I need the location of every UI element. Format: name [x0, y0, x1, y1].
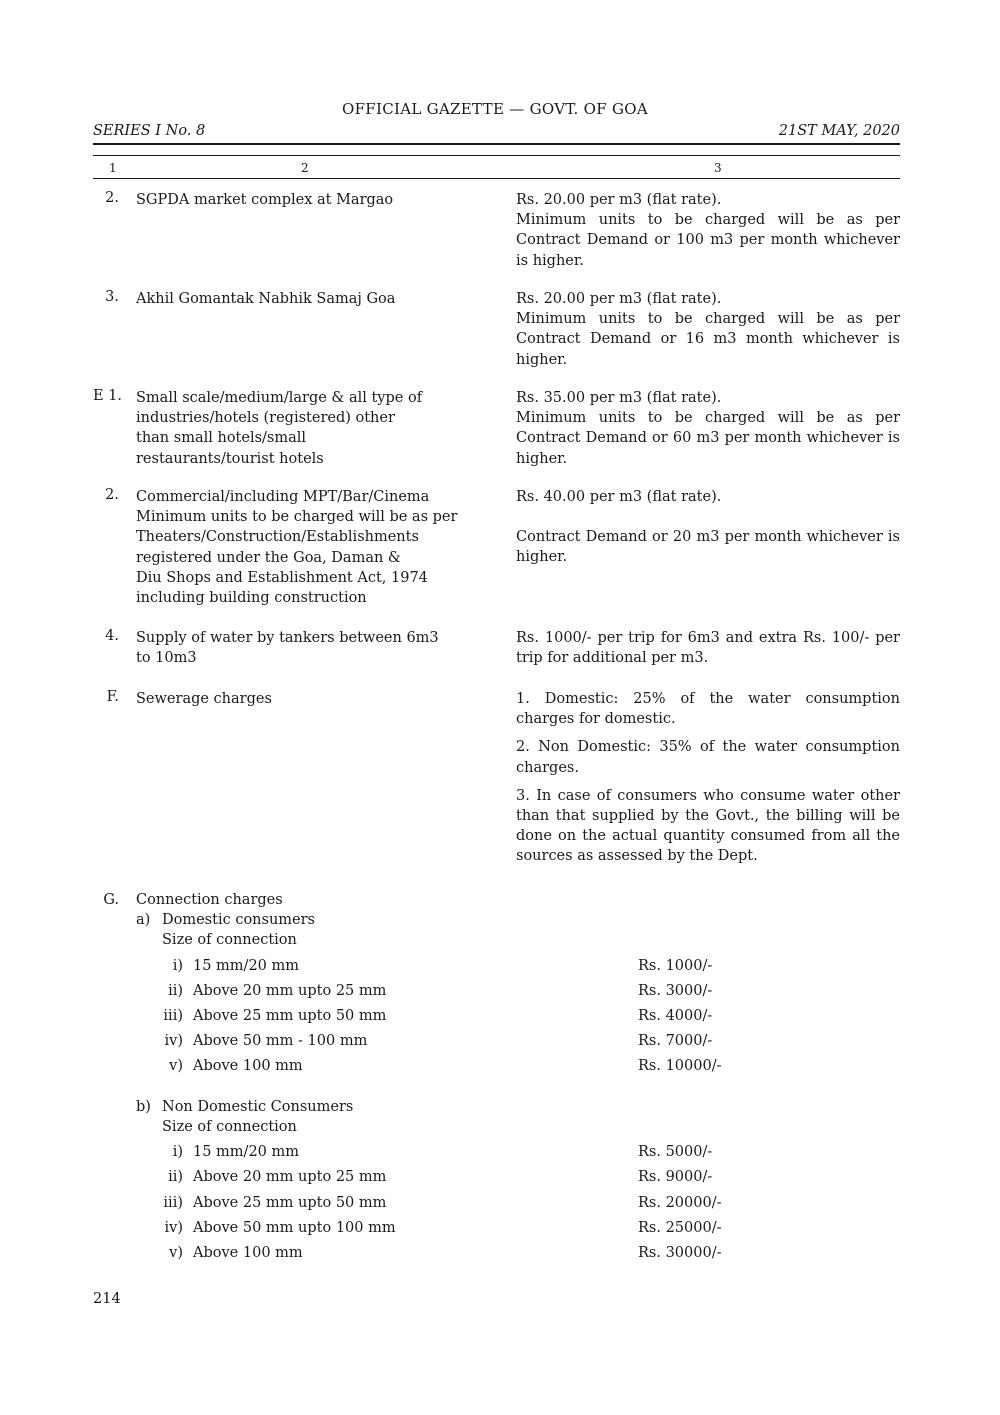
list-item-amount: Rs. 3000/-: [638, 983, 713, 999]
row-rate: Rs. 20.00 per m3 (flat rate). Minimum units to be charged will be as per Contract Demand or 100 m3 per month whichever is higher.: [516, 192, 900, 269]
row-description: Sewerage charges: [136, 691, 272, 707]
row-rate: Rs. 20.00 per m3 (flat rate). Minimum units to be charged will be as per Contract Demand or 16 m3 month whichever is higher.: [516, 291, 900, 368]
row-description: SGPDA market complex at Margao: [136, 192, 394, 208]
list-item-mark: ii): [168, 983, 183, 999]
list-item-size: 15 mm/20 mm: [193, 958, 300, 974]
list-item-size: Above 100 mm: [193, 1245, 303, 1261]
row-number: F.: [106, 689, 119, 705]
list-item-amount: Rs. 4000/-: [638, 1008, 713, 1024]
list-item-amount: Rs. 25000/-: [638, 1220, 722, 1236]
row-rate: Rs. 40.00 per m3 (flat rate). Contract Demand or 20 m3 per month whichever is higher.: [516, 489, 900, 566]
list-item-size: Above 20 mm upto 25 mm: [193, 1169, 387, 1185]
column-heading-3: 3: [714, 161, 722, 175]
list-item-amount: Rs. 30000/-: [638, 1245, 722, 1261]
row-description: Commercial/including MPT/Bar/Cinema Minimum units to be charged will be as per Theaters/Construction/Establishments registered under the Goa, Daman & Diu Shops and Establishment Act, 1974 including building construction: [136, 489, 458, 607]
row-number: G.: [103, 892, 119, 908]
column-heading-1: 1: [109, 161, 117, 175]
list-item-size: Above 25 mm upto 50 mm: [193, 1008, 387, 1024]
list-item-size: Above 100 mm: [193, 1058, 303, 1074]
group-subtitle: Size of connection: [162, 932, 297, 948]
list-item-amount: Rs. 9000/-: [638, 1169, 713, 1185]
list-item-amount: Rs. 20000/-: [638, 1195, 722, 1211]
row-rate: Rs. 1000/- per trip for 6m3 and extra Rs. 100/- per trip for additional per m3.: [516, 630, 900, 667]
group-title: Non Domestic Consumers: [162, 1099, 354, 1115]
list-item-mark: ii): [168, 1169, 183, 1185]
group-title: Domestic consumers: [162, 912, 315, 928]
row-number: 2.: [105, 190, 119, 206]
row-rate: Rs. 35.00 per m3 (flat rate). Minimum units to be charged will be as per Contract Demand or 60 m3 per month whichever is higher.: [516, 390, 900, 467]
list-item-mark: iii): [163, 1008, 183, 1024]
page-number: 214: [93, 1291, 121, 1307]
row-number: E 1.: [93, 388, 123, 404]
list-item-mark: iii): [163, 1195, 183, 1211]
table-top-rule: [93, 155, 900, 156]
group-subtitle: Size of connection: [162, 1119, 297, 1135]
list-item-mark: iv): [164, 1220, 183, 1236]
group-mark: b): [136, 1099, 151, 1115]
list-item-amount: Rs. 10000/-: [638, 1058, 722, 1074]
list-item-amount: Rs. 1000/-: [638, 958, 713, 974]
row-description: Small scale/medium/large & all type of industries/hotels (registered) other than small hotels/small restaurants/tourist hotels: [136, 390, 423, 467]
issue-date: 21ST MAY, 2020: [778, 123, 900, 139]
row-number: 4.: [105, 628, 119, 644]
row-number: 2.: [105, 487, 119, 503]
gazette-title: OFFICIAL GAZETTE — GOVT. OF GOA: [341, 100, 649, 118]
list-item-mark: v): [169, 1245, 183, 1261]
list-item-mark: i): [172, 958, 183, 974]
list-item-mark: iv): [164, 1033, 183, 1049]
list-item-size: Above 50 mm upto 100 mm: [193, 1220, 396, 1236]
table-head-rule: [93, 178, 900, 179]
group-mark: a): [136, 912, 151, 928]
list-item-size: Above 25 mm upto 50 mm: [193, 1195, 387, 1211]
list-item-size: Above 50 mm - 100 mm: [193, 1033, 368, 1049]
column-heading-2: 2: [301, 161, 309, 175]
list-item-amount: Rs. 5000/-: [638, 1144, 713, 1160]
row-number: 3.: [105, 289, 119, 305]
list-item-size: Above 20 mm upto 25 mm: [193, 983, 387, 999]
row-rate: 1. Domestic: 25% of the water consumption charges for domestic. 2. Non Domestic: 35% of the water consumption charges. 3. In case of consumers who consume water other than that supplied by the Govt., the billing will be done on the actual quantity consumed from all the sources as assessed by the Dept.: [516, 691, 900, 865]
header-rule: [93, 143, 900, 145]
list-item-size: 15 mm/20 mm: [193, 1144, 300, 1160]
series-number: SERIES I No. 8: [93, 123, 206, 139]
list-item-mark: i): [172, 1144, 183, 1160]
row-description: Akhil Gomantak Nabhik Samaj Goa: [136, 291, 396, 307]
list-item-mark: v): [169, 1058, 183, 1074]
row-description: Supply of water by tankers between 6m3 to 10m3: [136, 630, 439, 667]
section-title: Connection charges: [136, 892, 283, 908]
list-item-amount: Rs. 7000/-: [638, 1033, 713, 1049]
